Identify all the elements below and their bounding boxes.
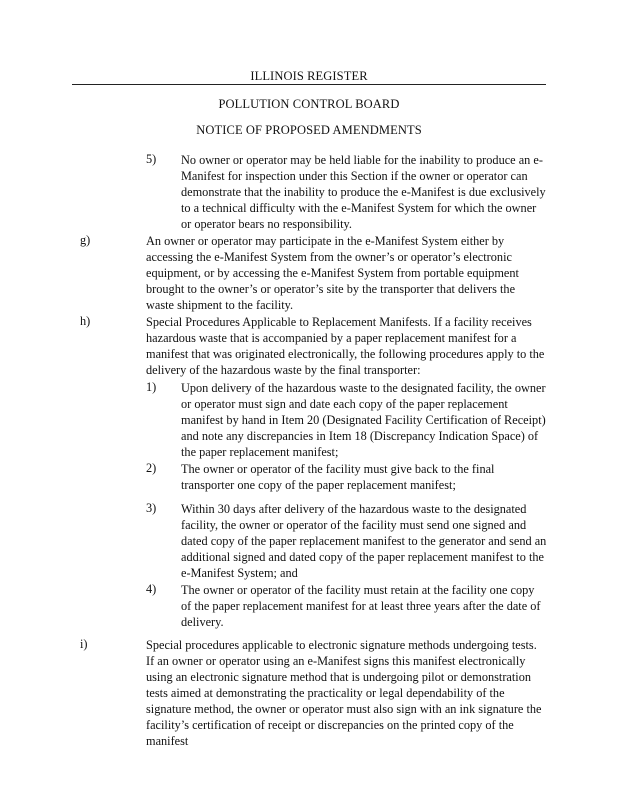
section-h-item-4-label: 4) — [146, 582, 157, 596]
section-h-item-4-text: The owner or operator of the facility must retain at the facility one copy of the paper replacement manifest for at least three years after the date of delivery. — [181, 583, 541, 629]
section-h-item-2-text: The owner or operator of the facility must give back to the final transporter one copy of the paper replacement manifest; — [181, 462, 495, 492]
section-h-item-3-text: Within 30 days after delivery of the hazardous waste to the designated facility, the owner or operator of the facility must send one signed and dated copy of the paper replacement manifest to the generator and send an additional signed and dated copy of the paper replacement manifest to the e-Manifest System; and — [181, 502, 547, 580]
section-g-label: g) — [80, 233, 91, 247]
section-i-label: i) — [80, 637, 88, 651]
item-5-label: 5) — [146, 152, 157, 166]
header-rule — [72, 84, 546, 85]
section-h-item-2-label: 2) — [146, 461, 157, 475]
notice-title: NOTICE OF PROPOSED AMENDMENTS — [196, 123, 422, 137]
register-title: ILLINOIS REGISTER — [250, 69, 368, 83]
section-i-text: Special procedures applicable to electronic signature methods undergoing tests. If an owner or operator using an e-Manifest signs this manifest electronically using an electronic signature method that is undergoing pilot or demonstration tests aimed at demonstrating the practicality or legal dependability of the signature method, the owner or operator must also sign with an ink signature the facility’s certification of receipt or discrepancies on the printed copy of the manifest — [146, 638, 542, 748]
item-5-text: No owner or operator may be held liable for the inability to produce an e-Manifest for inspection under this Section if the owner or operator can demonstrate that the inability to produce the e-Manifest is due exclusively to a technical difficulty with the e-Manifest System for which the owner or operator bears no responsibility. — [181, 153, 546, 231]
section-h-item-3-label: 3) — [146, 501, 157, 515]
board-title: POLLUTION CONTROL BOARD — [218, 97, 400, 111]
section-h-text: Special Procedures Applicable to Replacement Manifests. If a facility receives hazardous waste that is accompanied by a paper replacement manifest for a manifest that was originated electronically, the following procedures apply to the delivery of the hazardous waste by the final transporter: — [146, 315, 545, 377]
section-h-label: h) — [80, 314, 91, 328]
section-h-item-1-text: Upon delivery of the hazardous waste to the designated facility, the owner or operator must sign and date each copy of the paper replacement manifest by hand in Item 20 (Designated Facility Certification of Receipt) and note any discrepancies in Item 18 (Discrepancy Indication Space) of the paper replacement manifest; — [181, 381, 546, 459]
section-g-text: An owner or operator may participate in the e-Manifest System either by accessing the e-Manifest System from the owner’s or operator’s electronic equipment, or by accessing the e-Manifest System from portable equipment brought to the owner’s or operator’s site by the transporter that delivers the waste shipment to the facility. — [146, 234, 519, 312]
section-h-item-1-label: 1) — [146, 380, 157, 394]
